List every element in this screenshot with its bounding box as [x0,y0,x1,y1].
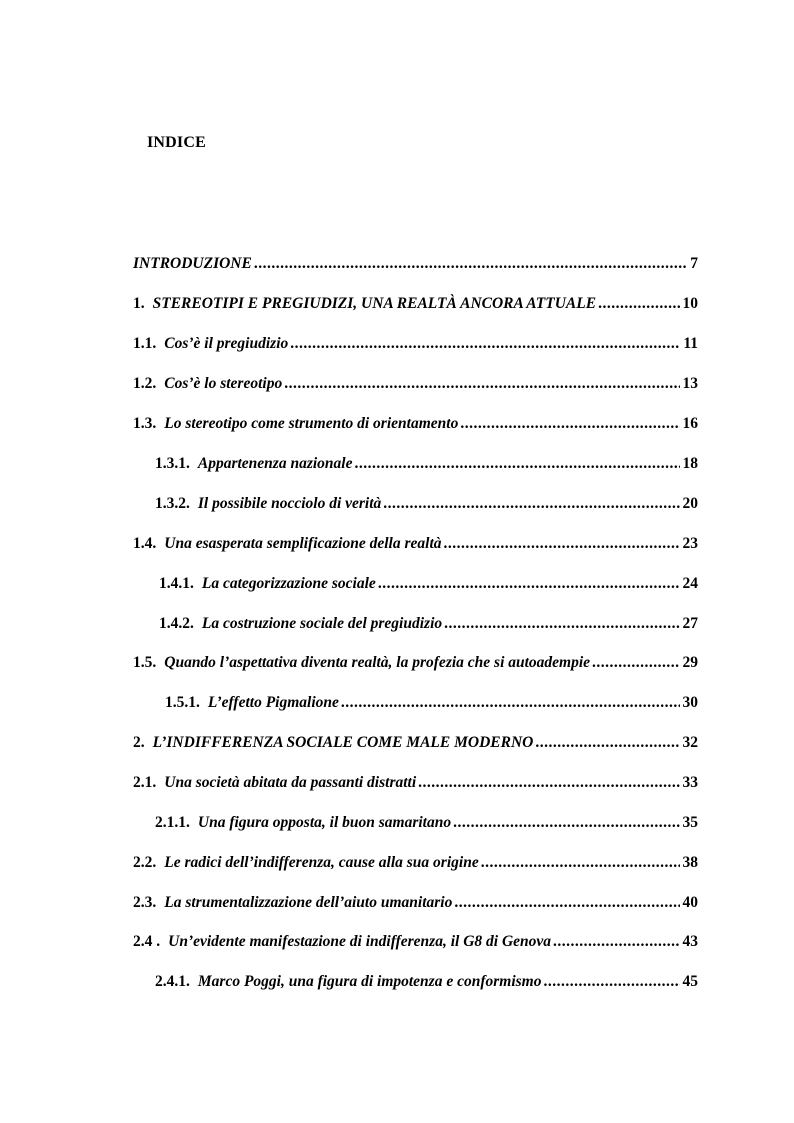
toc-entry-page: 13 [682,375,698,392]
dot-leader [378,575,680,593]
toc-entry-page: 32 [682,734,698,751]
toc-entry-label: Il possibile nocciolo di verità [197,495,382,512]
toc-entry-2-2[interactable] [133,854,698,876]
toc-entry-number: 1.5. [133,654,157,671]
toc-entry-number: 2.3. [133,894,157,911]
toc-entry-label: La strumentalizzazione dell’aiuto umanitario [164,894,453,911]
toc-entry-page: 7 [690,255,698,272]
toc-entry-page: 29 [682,654,698,671]
dot-leader [454,894,679,912]
toc-entry-number: 1.5.1. [165,694,200,711]
toc-entry-1-5-1[interactable] [165,694,698,716]
toc-entry-label: Quando l’aspettativa diventa realtà, la profezia che si autoadempie [164,654,591,671]
toc-entry-number: 1. [133,295,145,312]
toc-entry-page: 43 [682,933,698,950]
dot-leader [354,455,679,473]
dot-leader [341,694,680,712]
toc-entry-number: 1.4.1. [159,575,194,592]
dot-leader [444,535,680,553]
toc-entry-1[interactable] [133,295,698,317]
toc-entry-label: Le radici dell’indifferenza, cause alla sua origine [164,854,479,871]
toc-entry-page: 27 [682,615,698,632]
toc-entry-1-3-1[interactable] [155,455,698,477]
dot-leader [460,415,679,433]
toc-entry-1-4-1[interactable] [159,575,698,597]
toc-entry-label: Cos’è lo stereotipo [164,375,283,392]
toc-entry-number: 2.1.1. [155,814,190,831]
toc-entry-label: L’INDIFFERENZA SOCIALE COME MALE MODERNO [152,734,534,751]
dot-leader [598,295,679,313]
toc-entry-page: 16 [682,415,698,432]
toc-entry-label: Cos’è il pregiudizio [164,335,289,352]
toc-entry-1-2[interactable] [133,375,698,397]
toc-entry-page: 20 [682,495,698,512]
toc-entry-label: Una figura opposta, il buon samaritano [197,814,452,831]
dot-leader [592,654,679,672]
toc-entry-label: La categorizzazione sociale [201,575,376,592]
toc-entry-number: 2.4 . [133,933,161,950]
toc-entry-label: INTRODUZIONE [133,255,252,272]
toc-entry-2-3[interactable] [133,894,698,916]
dot-leader [481,854,680,872]
toc-entry-page: 18 [682,455,698,472]
toc-entry-number: 1.4. [133,535,157,552]
toc-entry-label: Appartenenza nazionale [197,455,353,472]
toc-entry-page: 40 [682,894,698,911]
toc-entry-page: 30 [682,694,698,711]
toc-entry-introduzione[interactable] [133,255,698,277]
toc-entry-number: 2.4.1. [155,973,190,990]
toc-entry-number: 1.1. [133,335,157,352]
toc-entry-label: Una esasperata semplificazione della realtà [164,535,442,552]
toc-entry-number: 1.4.2. [159,615,194,632]
toc-entry-number: 2.2. [133,854,157,871]
toc-entry-page: 24 [682,575,698,592]
dot-leader [290,335,680,353]
toc-entry-page: 35 [682,814,698,831]
toc-entry-page: 11 [683,335,698,352]
toc-entry-label: Marco Poggi, una figura di impotenza e conformismo [197,973,542,990]
toc-entry-label: L’effetto Pigmalione [207,694,339,711]
toc-entry-number: 1.3. [133,415,157,432]
toc-entry-number: 1.3.2. [155,495,190,512]
dot-leader [535,734,679,752]
toc-entry-number: 1.3.1. [155,455,190,472]
dot-leader [418,774,679,792]
toc-entry-2-4[interactable] [133,933,698,955]
toc-entry-number: 1.2. [133,375,157,392]
toc-entry-1-3-2[interactable] [155,495,698,517]
toc-entry-1-4[interactable] [133,535,698,557]
dot-leader [544,973,680,991]
toc-entry-page: 23 [682,535,698,552]
page-title: INDICE [147,134,206,151]
toc-entry-1-4-2[interactable] [159,615,698,637]
toc-entry-1-3[interactable] [133,415,698,437]
toc-entry-label: Lo stereotipo come strumento di orientamento [164,415,459,432]
toc-entry-label: La costruzione sociale del pregiudizio [201,615,443,632]
dot-leader [553,933,679,951]
toc-entry-page: 10 [682,295,698,312]
dot-leader [444,615,679,633]
toc-entry-2-1-1[interactable] [155,814,698,836]
toc-entry-2[interactable] [133,734,698,756]
toc-entry-label: STEREOTIPI E PREGIUDIZI, UNA REALTÀ ANCORA ATTUALE [152,295,597,312]
toc-entry-page: 38 [682,854,698,871]
dot-leader [254,255,687,273]
toc-entry-1-5[interactable] [133,654,698,676]
dot-leader [383,495,679,513]
toc-entry-page: 33 [682,774,698,791]
toc-entry-number: 2. [133,734,145,751]
dot-leader [284,375,679,393]
toc-entry-number: 2.1. [133,774,157,791]
dot-leader [453,814,679,832]
toc-entry-2-1[interactable] [133,774,698,796]
toc-entry-page: 45 [682,973,698,990]
toc-entry-label: Un’evidente manifestazione di indifferenza, il G8 di Genova [168,933,552,950]
toc-entry-2-4-1[interactable] [155,973,698,995]
toc-entry-label: Una società abitata da passanti distratti [164,774,417,791]
toc-entry-1-1[interactable] [133,335,698,357]
